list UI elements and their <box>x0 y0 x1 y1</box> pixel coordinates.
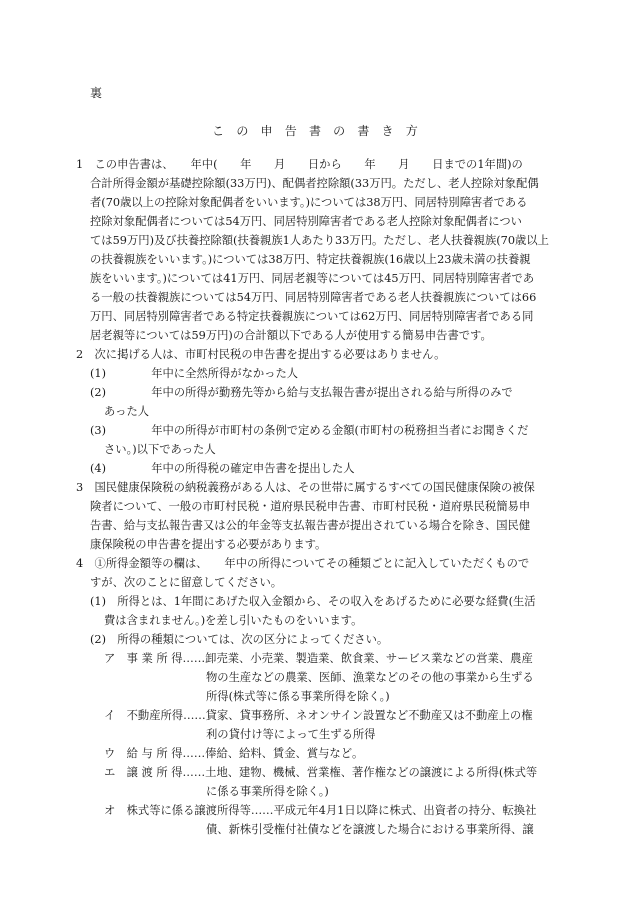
text-line: エ 譲 渡 所 得……土地、建物、機械、営業権、著作権などの譲渡による所得(株式等 <box>104 766 538 779</box>
text-line: オ 株式等に係る譲渡所得等……平成元年4月1日以降に株式、出資者の持分、転換社 <box>104 804 537 817</box>
text-line: 険者について、一般の市町村民税・道府県民税申告書、市町村民税・道府県民税簡易申 <box>90 500 531 513</box>
text-line: あった人 <box>104 405 150 418</box>
text-line: ては59万円)及び扶養控除額(扶養親族1人あたり33万円。ただし、老人扶養親族(70歳以上 <box>90 234 549 247</box>
text-line: (1) 年中に全然所得がなかった人 <box>90 367 299 380</box>
text-line: ア 事 業 所 得……卸売業、小売業、製造業、飲食業、サービス業などの営業、農産 <box>104 652 533 665</box>
text-line: (2) 年中の所得が勤務先等から給与支払報告書が提出される給与所得のみで <box>90 386 513 399</box>
text-line: る一般の扶養親族については54万円、同居特別障害者である老人扶養親族については66 <box>90 291 537 304</box>
text-line: イ 不動産所得……貸家、貸事務所、ネオンサイン設置など不動産又は不動産上の権 <box>104 709 533 722</box>
text-line: 者(70歳以上の控除対象配偶者をいいます。)については38万円、同居特別障害者である <box>90 196 528 209</box>
text-line: の扶養親族をいいます。)については38万円、特定扶養親族(16歳以上23歳未満の扶養親 <box>90 253 531 266</box>
text-line: 債、新株引受権付社債などを譲渡した場合における事業所得、譲 <box>206 823 534 836</box>
text-line: 4 ①所得金額等の欄は、 年中の所得についてその種類ごとに記入していただくもので <box>76 557 530 570</box>
text-line: 所得(株式等に係る事業所得を除く。) <box>206 690 390 703</box>
text-line: (1) 所得とは、1年間にあげた収入金額から、その収入をあげるために必要な経費(生活 <box>90 595 536 608</box>
text-line: 費は含まれません。)を差し引いたものをいいます。 <box>104 614 363 627</box>
text-line: 2 次に掲げる人は、市町村民税の申告書を提出する必要はありません。 <box>76 348 446 361</box>
text-line: 居老親等については59万円)の合計額以下である人が使用する簡易申告書です。 <box>90 329 492 342</box>
text-line: 3 国民健康保険税の納税義務がある人は、その世帯に属するすべての国民健康保険の被保 <box>76 481 535 494</box>
text-line: さい。)以下であった人 <box>104 443 216 456</box>
text-line: 族をいいます。)については41万円、同居老親等については45万円、同居特別障害者であ <box>90 272 535 285</box>
text-line: (4) 年中の所得税の確定申告書を提出した人 <box>90 462 355 475</box>
text-line: 康保険税の申告書を提出する必要があります。 <box>90 538 327 551</box>
text-line: すが、次のことに留意してください。 <box>90 576 283 589</box>
text-line: に係る事業所得を除く。) <box>206 785 329 798</box>
text-line: 1 この申告書は、 年中( 年 月 日から 年 月 日までの1年間)の <box>76 158 523 171</box>
text-line: (3) 年中の所得が市町村の条例で定める金額(市町村の税務担当者にお聞きくだ <box>90 424 529 437</box>
text-line: 万円、同居特別障害者である特定扶養親族については62万円、同居特別障害者である同 <box>90 310 534 323</box>
side-label-ura: 裏 <box>90 86 103 100</box>
text-line: ウ 給 与 所 得……俸給、給料、賃金、賞与など。 <box>104 747 364 760</box>
text-line: 利の貸付け等によって生ずる所得 <box>206 728 376 741</box>
text-line: (2) 所得の種類については、次の区分によってください。 <box>90 633 389 646</box>
text-line: 告書、給与支払報告書又は公的年金等支払報告書が提出されている場合を除き、国民健 <box>90 519 531 532</box>
text-line: 控除対象配偶者については54万円、同居特別障害者である老人控除対象配偶者につい <box>90 215 522 228</box>
text-line: 合計所得金額が基礎控除額(33万円)、配偶者控除額(33万円。ただし、老人控除対象配偶 <box>90 177 539 190</box>
text-line: 物の生産などの農業、医師、漁業などのその他の事業から生ずる <box>206 671 534 684</box>
page-title: こ の 申 告 書 の 書 き 方 <box>212 124 418 138</box>
